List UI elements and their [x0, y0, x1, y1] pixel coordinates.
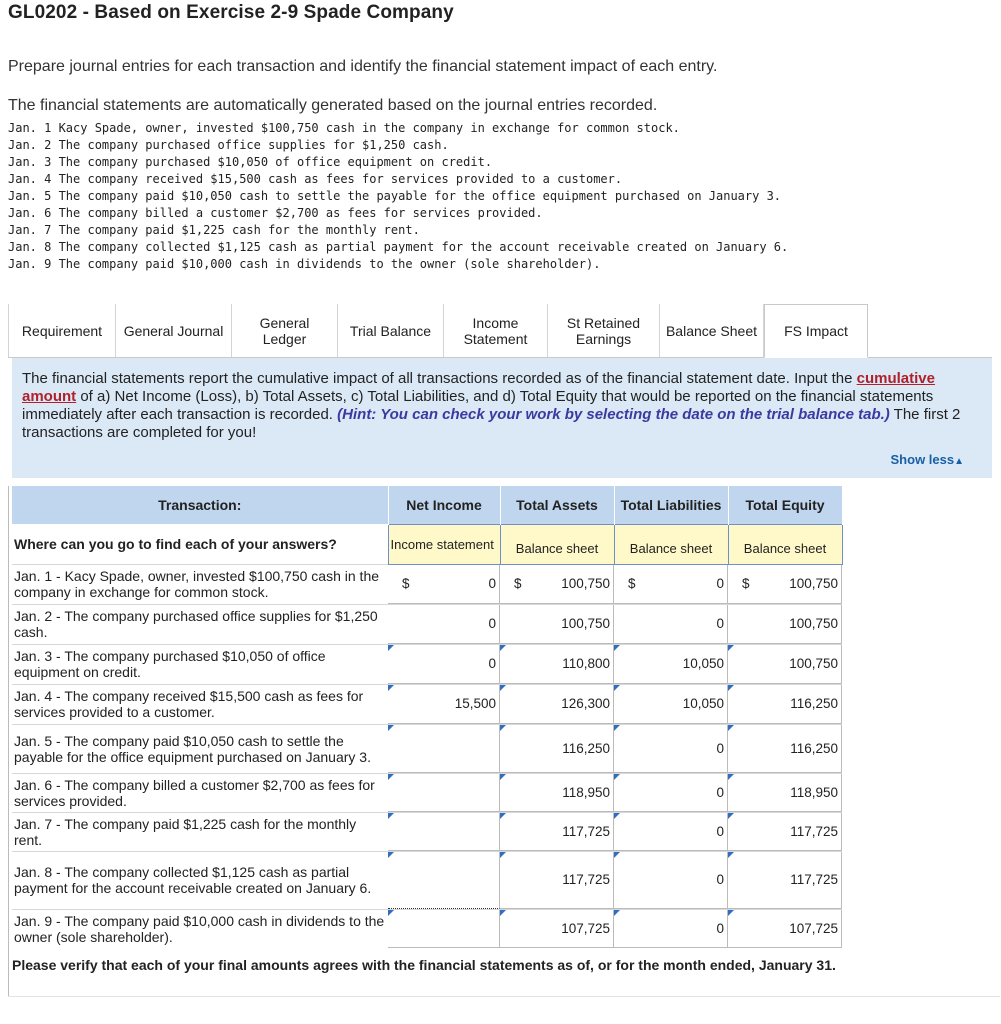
input-flag-icon [728, 813, 734, 819]
input-flag-icon [500, 813, 506, 819]
total-equity-value: 117,725 [790, 872, 838, 887]
table-row [12, 644, 842, 684]
list-item: Jan. 4 The company received $15,500 cash as fees for services provided to a customer. [8, 172, 623, 186]
input-flag-icon [728, 910, 734, 916]
header-total-equity: Total Equity [728, 486, 842, 524]
tab-fs-impact[interactable]: FS Impact [764, 304, 868, 358]
total-liabilities-input[interactable] [614, 565, 728, 604]
verify-note: Please verify that each of your final amounts agrees with the financial statements as of, or for the month ended, January 31. [12, 957, 836, 973]
total-assets-value: 110,800 [562, 656, 610, 671]
list-item: Jan. 2 The company purchased office supplies for $1,250 cash. [8, 138, 449, 152]
input-flag-icon [500, 725, 506, 731]
total-assets-value: 107,725 [561, 920, 610, 936]
row-description: Jan. 5 - The company paid $10,050 cash to settle the payable for the office equipment purchased on January 3. [12, 724, 388, 773]
net-income-input[interactable] [388, 645, 500, 684]
total-liabilities-value: 0 [716, 784, 724, 800]
net-income-value: 0 [488, 576, 496, 591]
input-flag-icon [388, 774, 394, 780]
input-flag-icon [728, 685, 734, 691]
input-flag-icon [388, 910, 394, 916]
net-income-input[interactable] [388, 774, 500, 812]
input-flag-icon [388, 813, 394, 819]
total-liabilities-value: 0 [716, 872, 724, 887]
source-total-assets-value: Balance sheet [515, 541, 599, 556]
total-liabilities-input[interactable] [614, 813, 728, 851]
tab-balance-sheet[interactable]: Balance Sheet [660, 304, 764, 357]
source-total-assets[interactable] [500, 524, 614, 564]
input-flag-icon [614, 645, 620, 651]
list-item: Jan. 5 The company paid $10,050 cash to settle the payable for the office equipment purchased on January 3. [8, 189, 782, 203]
total-equity-input[interactable] [728, 852, 842, 909]
total-assets-input[interactable] [500, 605, 614, 644]
header-total-liabilities: Total Liabilities [614, 486, 728, 524]
tab-bar [8, 304, 992, 358]
source-total-equity-value: Balance sheet [743, 541, 827, 556]
total-liabilities-value: 0 [716, 920, 724, 936]
input-flag-icon [614, 852, 620, 858]
input-flag-icon [614, 813, 620, 819]
instructions: Prepare journal entries for each transaction and identify the financial statement impact of each entry. [8, 58, 718, 75]
header-total-assets: Total Assets [500, 486, 614, 524]
input-flag-icon [500, 774, 506, 780]
total-assets-value: 117,725 [562, 823, 610, 839]
source-net-income[interactable] [388, 524, 500, 564]
tab-trial-balance[interactable]: Trial Balance [338, 304, 444, 357]
total-equity-input[interactable] [728, 565, 842, 604]
dollar-sign: $ [402, 576, 410, 591]
total-equity-value: 100,750 [789, 616, 838, 631]
show-less-toggle[interactable] [891, 452, 964, 467]
dollar-sign: $ [742, 576, 750, 591]
table-row [12, 684, 842, 724]
total-liabilities-input[interactable] [614, 645, 728, 684]
transaction-list [8, 120, 788, 273]
source-total-liabilities[interactable] [614, 524, 728, 564]
tab-st-retained-earnings[interactable]: St Retained Earnings [548, 304, 660, 357]
net-income-input[interactable] [388, 605, 500, 644]
total-assets-input[interactable] [500, 774, 614, 812]
input-flag-icon [614, 774, 620, 780]
header-transaction: Transaction: [12, 486, 388, 524]
info-part3: The first 2 transactions are completed for you! [22, 406, 961, 441]
header-net-income: Net Income [388, 486, 500, 524]
fs-impact-table [12, 486, 843, 948]
total-assets-input[interactable] [500, 910, 614, 948]
net-income-value: 0 [488, 656, 496, 671]
total-liabilities-value: 0 [716, 823, 724, 839]
total-assets-input[interactable] [500, 852, 614, 909]
input-flag-icon [728, 725, 734, 731]
total-liabilities-input[interactable] [614, 774, 728, 812]
list-item: Jan. 1 Kacy Spade, owner, invested $100,750 cash in the company in exchange for common stock. [8, 121, 680, 135]
left-rule [8, 486, 9, 996]
total-liabilities-value: 0 [716, 576, 724, 591]
show-less-label: Show less [890, 452, 955, 467]
total-equity-input[interactable] [728, 645, 842, 684]
net-income-value: 0 [488, 616, 496, 631]
input-flag-icon [388, 725, 394, 731]
where-label: Where can you go to find each of your answers? [14, 535, 337, 552]
page-title: GL0202 - Based on Exercise 2-9 Spade Company [8, 2, 454, 23]
total-equity-value: 116,250 [790, 696, 838, 711]
row-description: Jan. 3 - The company purchased $10,050 of office equipment on credit. [12, 644, 388, 684]
row-description: Jan. 1 - Kacy Spade, owner, invested $100,750 cash in the company in exchange for common stock. [12, 564, 388, 604]
total-equity-value: 118,950 [790, 784, 838, 800]
net-income-input[interactable] [388, 852, 500, 909]
total-liabilities-input[interactable] [614, 852, 728, 909]
total-liabilities-value: 0 [716, 616, 724, 631]
table-row [12, 724, 842, 773]
total-assets-value: 118,950 [562, 784, 610, 800]
input-flag-icon [728, 645, 734, 651]
net-income-input[interactable] [388, 565, 500, 604]
row-description: Jan. 7 - The company paid $1,225 cash for the monthly rent. [12, 812, 388, 851]
info-part1: The financial statements report the cumulative impact of all transactions recorded as of the financial statement date. Input the [22, 370, 857, 387]
total-assets-value: 100,750 [561, 576, 610, 591]
total-assets-input[interactable] [500, 565, 614, 604]
total-liabilities-value: 10,050 [682, 696, 724, 711]
table-row [12, 851, 842, 909]
list-item: Jan. 3 The company purchased $10,050 of office equipment on credit. [8, 155, 493, 169]
net-income-input[interactable] [388, 685, 500, 724]
total-assets-input[interactable] [500, 685, 614, 724]
total-equity-input[interactable] [728, 725, 842, 773]
table-row [12, 564, 842, 604]
input-flag-icon [614, 685, 620, 691]
total-liabilities-value: 10,050 [682, 656, 724, 671]
total-equity-input[interactable] [728, 605, 842, 644]
total-liabilities-input[interactable] [614, 685, 728, 724]
table-row [12, 812, 842, 851]
row-description: Jan. 4 - The company received $15,500 cash as fees for services provided to a customer. [12, 684, 388, 724]
table-row [12, 909, 842, 948]
tab-general-ledger[interactable]: General Ledger [232, 304, 338, 357]
input-flag-icon [388, 645, 394, 651]
dollar-sign: $ [514, 576, 522, 591]
total-equity-input[interactable] [728, 813, 842, 851]
info-text [22, 370, 977, 442]
total-equity-value: 116,250 [790, 740, 838, 756]
total-assets-input[interactable] [500, 725, 614, 773]
total-assets-value: 100,750 [561, 616, 610, 631]
total-assets-input[interactable] [500, 813, 614, 851]
info-panel [12, 358, 992, 478]
list-item: Jan. 6 The company billed a customer $2,700 as fees for services provided. [8, 206, 543, 220]
total-equity-input[interactable] [728, 910, 842, 948]
total-liabilities-value: 0 [716, 740, 724, 756]
net-income-value: 15,500 [454, 696, 496, 711]
net-income-input[interactable] [388, 910, 500, 948]
tab-requirement[interactable]: Requirement [8, 304, 116, 357]
table-row [12, 604, 842, 644]
input-flag-icon [500, 685, 506, 691]
input-flag-icon [614, 725, 620, 731]
source-total-liabilities-value: Balance sheet [629, 541, 713, 556]
input-flag-icon [388, 685, 394, 691]
cumulative-amount-link[interactable]: cumulative amount [22, 370, 935, 405]
total-equity-input[interactable] [728, 685, 842, 724]
info-part2: of a) Net Income (Loss), b) Total Assets, c) Total Liabilities, and d) Total Equity that would be reported on the financial statements immediately after each transaction is recorded. [22, 388, 934, 423]
triangle-up-icon: ▲ [954, 456, 964, 467]
input-flag-icon [728, 774, 734, 780]
total-liabilities-input[interactable] [614, 605, 728, 644]
total-assets-value: 126,300 [561, 696, 610, 711]
source-total-equity[interactable] [728, 524, 842, 564]
row-description: Jan. 2 - The company purchased office supplies for $1,250 cash. [12, 604, 388, 644]
total-equity-input[interactable] [728, 774, 842, 812]
row-description: Jan. 6 - The company billed a customer $2,700 as fees for services provided. [12, 773, 388, 812]
row-description: Jan. 9 - The company paid $10,000 cash in dividends to the owner (sole shareholder). [12, 909, 388, 948]
input-flag-icon [388, 852, 394, 858]
list-item: Jan. 7 The company paid $1,225 cash for the monthly rent. [8, 223, 420, 237]
source-net-income-value: Income statement [390, 536, 494, 552]
total-assets-value: 116,250 [562, 740, 610, 756]
instructions-auto: The financial statements are automatically generated based on the journal entries recorded. [8, 97, 658, 114]
input-flag-icon [500, 852, 506, 858]
total-equity-value: 100,750 [789, 656, 838, 671]
total-liabilities-input[interactable] [614, 725, 728, 773]
input-flag-icon [500, 910, 506, 916]
total-equity-value: 117,725 [790, 823, 838, 839]
tab-general-journal[interactable]: General Journal [116, 304, 232, 357]
total-equity-value: 100,750 [789, 576, 838, 591]
total-assets-input[interactable] [500, 645, 614, 684]
input-flag-icon [728, 852, 734, 858]
total-liabilities-input[interactable] [614, 910, 728, 948]
total-equity-value: 107,725 [789, 920, 838, 936]
net-income-input[interactable] [388, 725, 500, 773]
tab-income-statement[interactable]: Income Statement [444, 304, 548, 357]
hint-text: (Hint: You can check your work by selecting the date on the trial balance tab.) [337, 406, 890, 423]
dollar-sign: $ [628, 576, 636, 591]
list-item: Jan. 8 The company collected $1,125 cash as partial payment for the account receivable created on January 6. [8, 240, 789, 254]
input-flag-icon [500, 645, 506, 651]
bottom-rule [8, 996, 1000, 997]
list-item: Jan. 9 The company paid $10,000 cash in dividends to the owner (sole shareholder). [8, 257, 601, 271]
input-flag-icon [614, 910, 620, 916]
net-income-input[interactable] [388, 813, 500, 851]
table-row [12, 773, 842, 812]
row-description: Jan. 8 - The company collected $1,125 cash as partial payment for the account receivable created on January 6. [12, 851, 388, 909]
total-assets-value: 117,725 [562, 872, 610, 887]
